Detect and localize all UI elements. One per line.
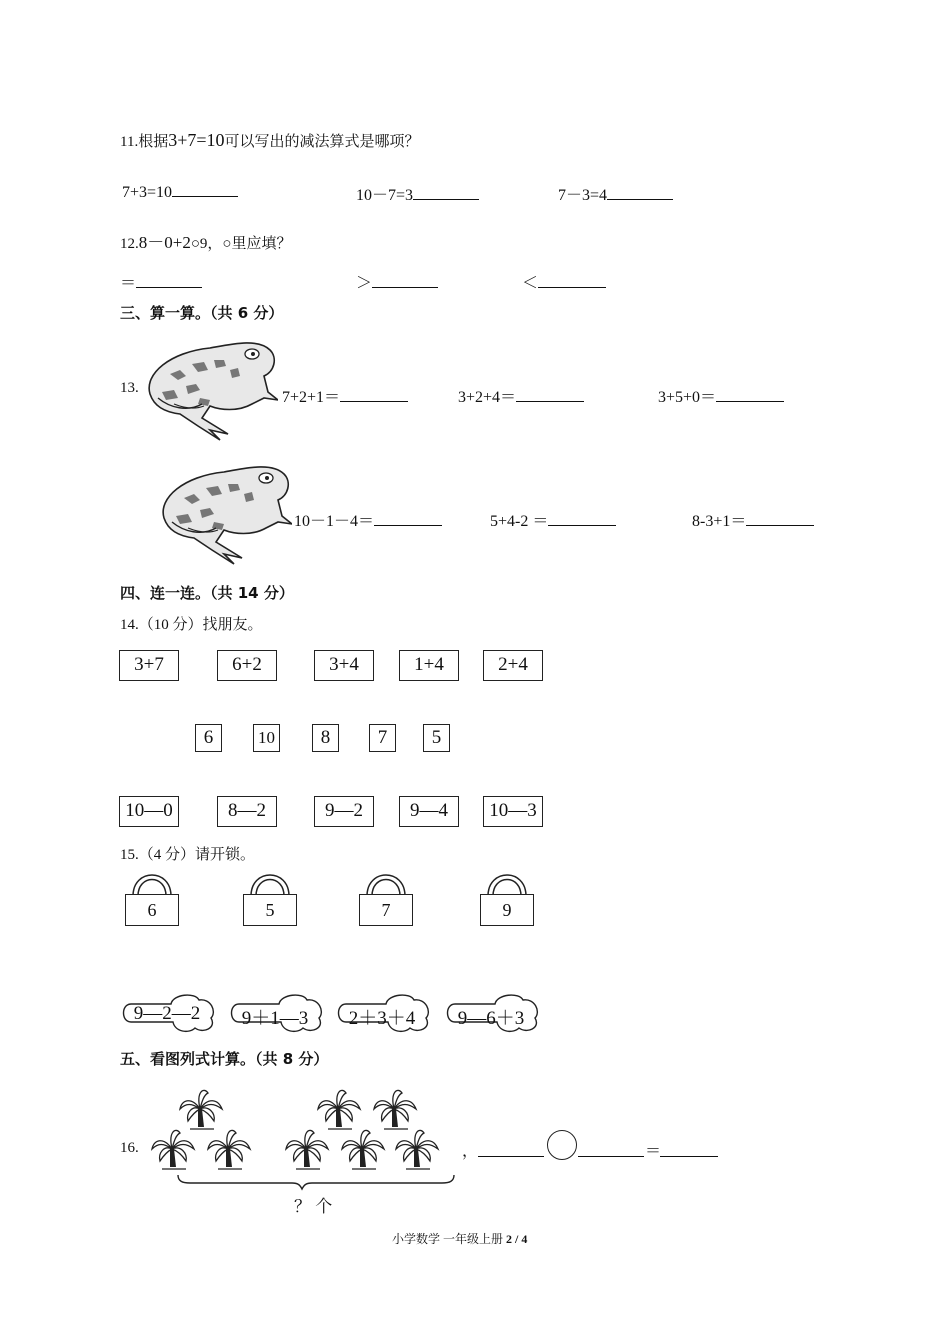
q13-r1-b[interactable]: 3+2+4＝ [458,384,584,407]
brace-icon [178,1175,454,1189]
q13-r2-b[interactable]: 5+4-2 ＝ [490,508,616,531]
key-2[interactable] [227,992,323,1034]
q12-option-a[interactable]: ＝ [120,270,202,293]
q11-equation: 3+7=10 [168,130,225,150]
key-expression: 9—6＋3 [457,1008,525,1029]
q14-bottom-3[interactable]: 9—2 [314,796,374,827]
q12-expr: 8－0+2 [138,233,191,252]
section-4-title: 四、连一连。（共 14 分） [120,584,294,602]
q12-option-b[interactable]: ＞ [356,270,438,293]
q12-stem [120,228,291,253]
q16-comma: ， [462,1143,479,1160]
section-5-title: 五、看图列式计算。（共 8 分） [120,1050,329,1068]
q14-label: 14.（10 分）找朋友。 [120,617,263,633]
q13-r2-c[interactable]: 8-3+1＝ [692,508,814,531]
q11-prefix: 11.根据 [120,134,169,150]
key-1[interactable] [119,992,215,1034]
q12-prefix: 12. [120,236,139,252]
frog-image [154,458,292,566]
lock-number: 6 [125,894,179,926]
q14-bottom-4[interactable]: 9—4 [399,796,459,827]
footer-text: 小学数学 一年级上册 [392,1232,507,1246]
lock-1[interactable] [125,870,181,936]
q13-r1-c[interactable]: 3+5+0＝ [658,384,784,407]
q11-option-a[interactable]: 7+3=10 [122,182,238,202]
q16-blank-3[interactable] [660,1142,718,1157]
q14-mid-2[interactable]: 10 [253,724,280,752]
q14-top-5[interactable]: 2+4 [483,650,543,681]
q13-number: 13. [120,380,139,396]
q12-suffix: ○9，○里应填？ [190,236,292,252]
q13-r2-a[interactable]: 10－1－4＝ [294,508,442,531]
q14-top-2[interactable]: 6+2 [217,650,277,681]
q14-mid-3[interactable]: 8 [312,724,339,752]
q14-top-4[interactable]: 1+4 [399,650,459,681]
q16-number: 16. [120,1140,139,1156]
q11-stem [120,130,420,151]
q16-blank-2[interactable] [578,1142,644,1157]
footer-page: 2 / 4 [506,1232,528,1246]
frog-image [140,334,278,442]
footer [392,1230,527,1247]
q14-bottom-1[interactable]: 10—0 [119,796,179,827]
lock-number: 5 [243,894,297,926]
q14-mid-4[interactable]: 7 [369,724,396,752]
q14-bottom-2[interactable]: 8—2 [217,796,277,827]
key-expression: 2＋3＋4 [348,1008,416,1029]
lock-number: 9 [480,894,534,926]
q16-operator-circle[interactable] [547,1130,577,1160]
q15-label: 15.（4 分）请开锁。 [120,847,256,863]
q14-top-3[interactable]: 3+4 [314,650,374,681]
key-3[interactable] [334,992,430,1034]
lock-4[interactable] [480,870,536,936]
q14-mid-1[interactable]: 6 [195,724,222,752]
q11-option-b[interactable]: 10－7=3 [356,182,479,205]
q11-option-c[interactable]: 7－3=4 [558,182,673,205]
lock-3[interactable] [359,870,415,936]
q11-suffix: 可以写出的减法算式是哪项？ [224,134,420,150]
q16-equals: ＝ [645,1143,662,1160]
q14-mid-5[interactable]: 5 [423,724,450,752]
q14-top-1[interactable]: 3+7 [119,650,179,681]
q16-blank-1[interactable] [478,1142,544,1157]
q16-question: ？ 个 [294,1197,333,1216]
q14-bottom-5[interactable]: 10—3 [483,796,543,827]
key-expression: 9＋1—3 [241,1008,309,1029]
lock-2[interactable] [243,870,299,936]
q13-r1-a[interactable]: 7+2+1＝ [282,384,408,407]
section-3-title: 三、算一算。（共 6 分） [120,304,284,322]
key-4[interactable] [443,992,539,1034]
key-expression: 9—2—2 [133,1003,201,1024]
lock-number: 7 [359,894,413,926]
q12-option-c[interactable]: ＜ [522,270,606,293]
